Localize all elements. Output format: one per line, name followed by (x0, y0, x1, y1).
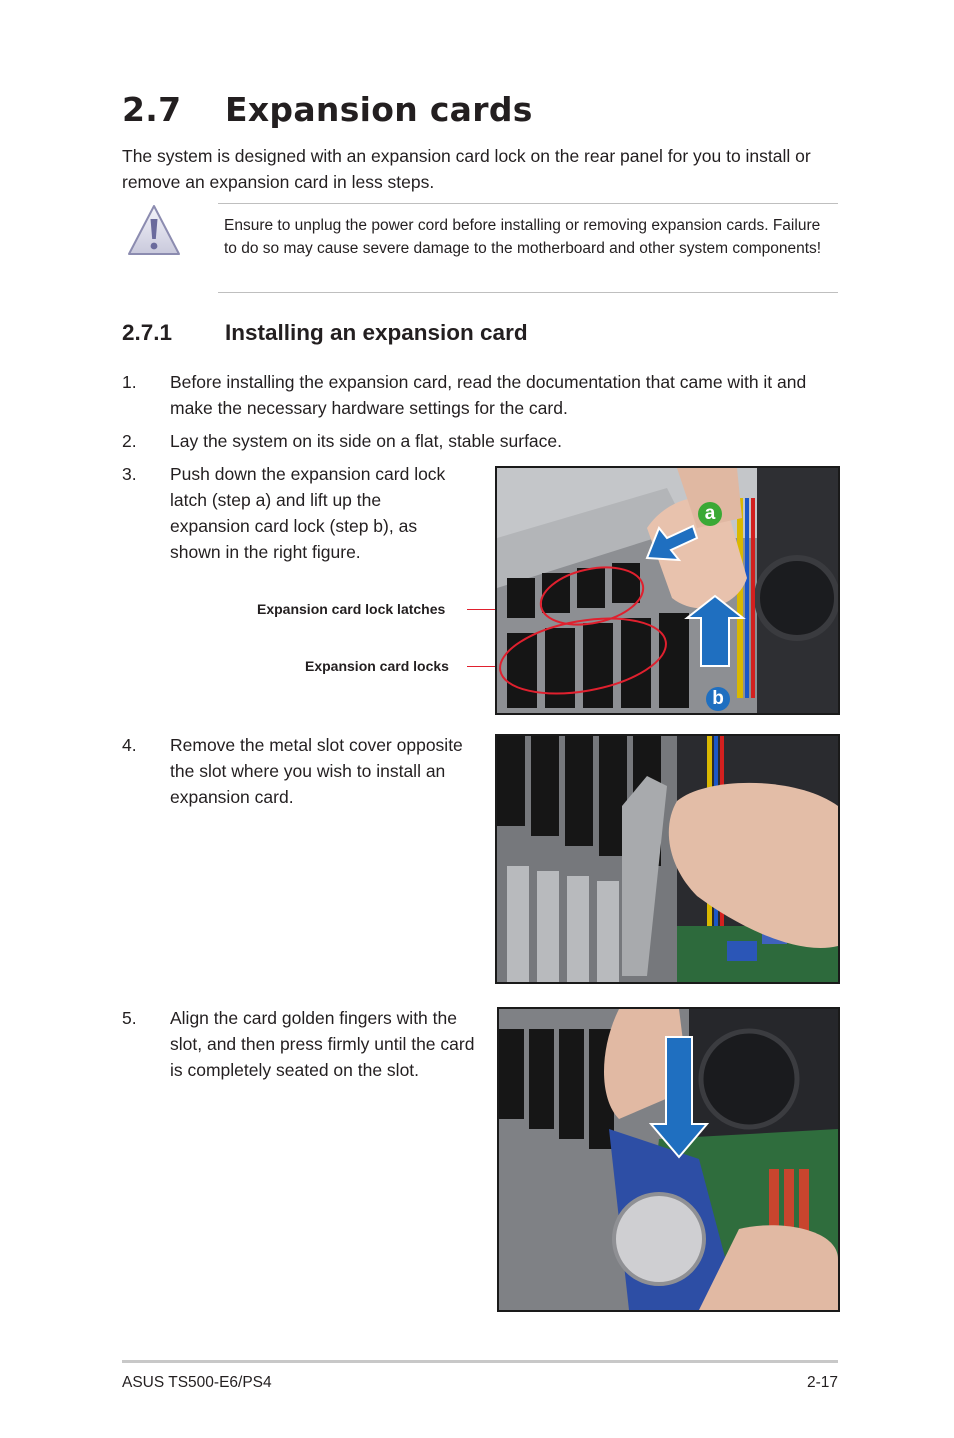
step-text: Before installing the expansion card, read the documentation that came with it and make the necessary hardware settings for the card. (170, 372, 807, 418)
step-2 (122, 428, 838, 454)
section-number: 2.7 (122, 90, 182, 129)
step-3 (122, 461, 472, 571)
warning-box (218, 203, 838, 293)
step-4 (122, 732, 492, 812)
intro-paragraph: The system is designed with an expansion card lock on the rear panel for you to install or remove an expansion card in less steps. (122, 146, 811, 192)
callout-locks: Expansion card locks (305, 658, 449, 674)
figure-lock-latch-photo (495, 466, 840, 715)
subsection-heading: Installing an expansion card (225, 320, 528, 345)
step-text: Remove the metal slot cover opposite the slot where you wish to install an expansion card. (170, 735, 463, 807)
marker-a: a (698, 502, 722, 526)
footer-rule (122, 1360, 838, 1363)
step-number: 3. (122, 464, 137, 484)
step-text: Push down the expansion card lock latch (step a) and lift up the expansion card lock (step b), as shown in the right figure. (170, 464, 446, 562)
footer-product: ASUS TS500-E6/PS4 (122, 1374, 272, 1391)
step-number: 1. (122, 372, 137, 392)
warning-text: Ensure to unplug the power cord before installing or removing expansion cards. Failure to do so may cause severe damage to the motherboard and other system components! (224, 217, 822, 257)
marker-b: b (706, 687, 730, 711)
footer-page-number: 2-17 (806, 1374, 838, 1391)
figure-insert-card-photo (497, 1007, 840, 1312)
step-number: 4. (122, 735, 137, 755)
step-number: 2. (122, 431, 137, 451)
step-text: Lay the system on its side on a flat, stable surface. (170, 431, 563, 451)
subsection-number: 2.7.1 (122, 320, 173, 345)
step-number: 5. (122, 1008, 137, 1028)
step-1 (122, 369, 838, 421)
section-heading: Expansion cards (225, 90, 533, 129)
step-text: Align the card golden fingers with the slot, and then press firmly until the card is completely seated on the slot. (170, 1008, 475, 1080)
warning-triangle-icon (126, 203, 182, 259)
subsection-title (122, 320, 528, 346)
figure-remove-slot-cover-photo (495, 734, 840, 984)
step-5 (122, 1005, 492, 1115)
section-title (122, 90, 533, 129)
callout-lock-latches: Expansion card lock latches (257, 601, 446, 617)
